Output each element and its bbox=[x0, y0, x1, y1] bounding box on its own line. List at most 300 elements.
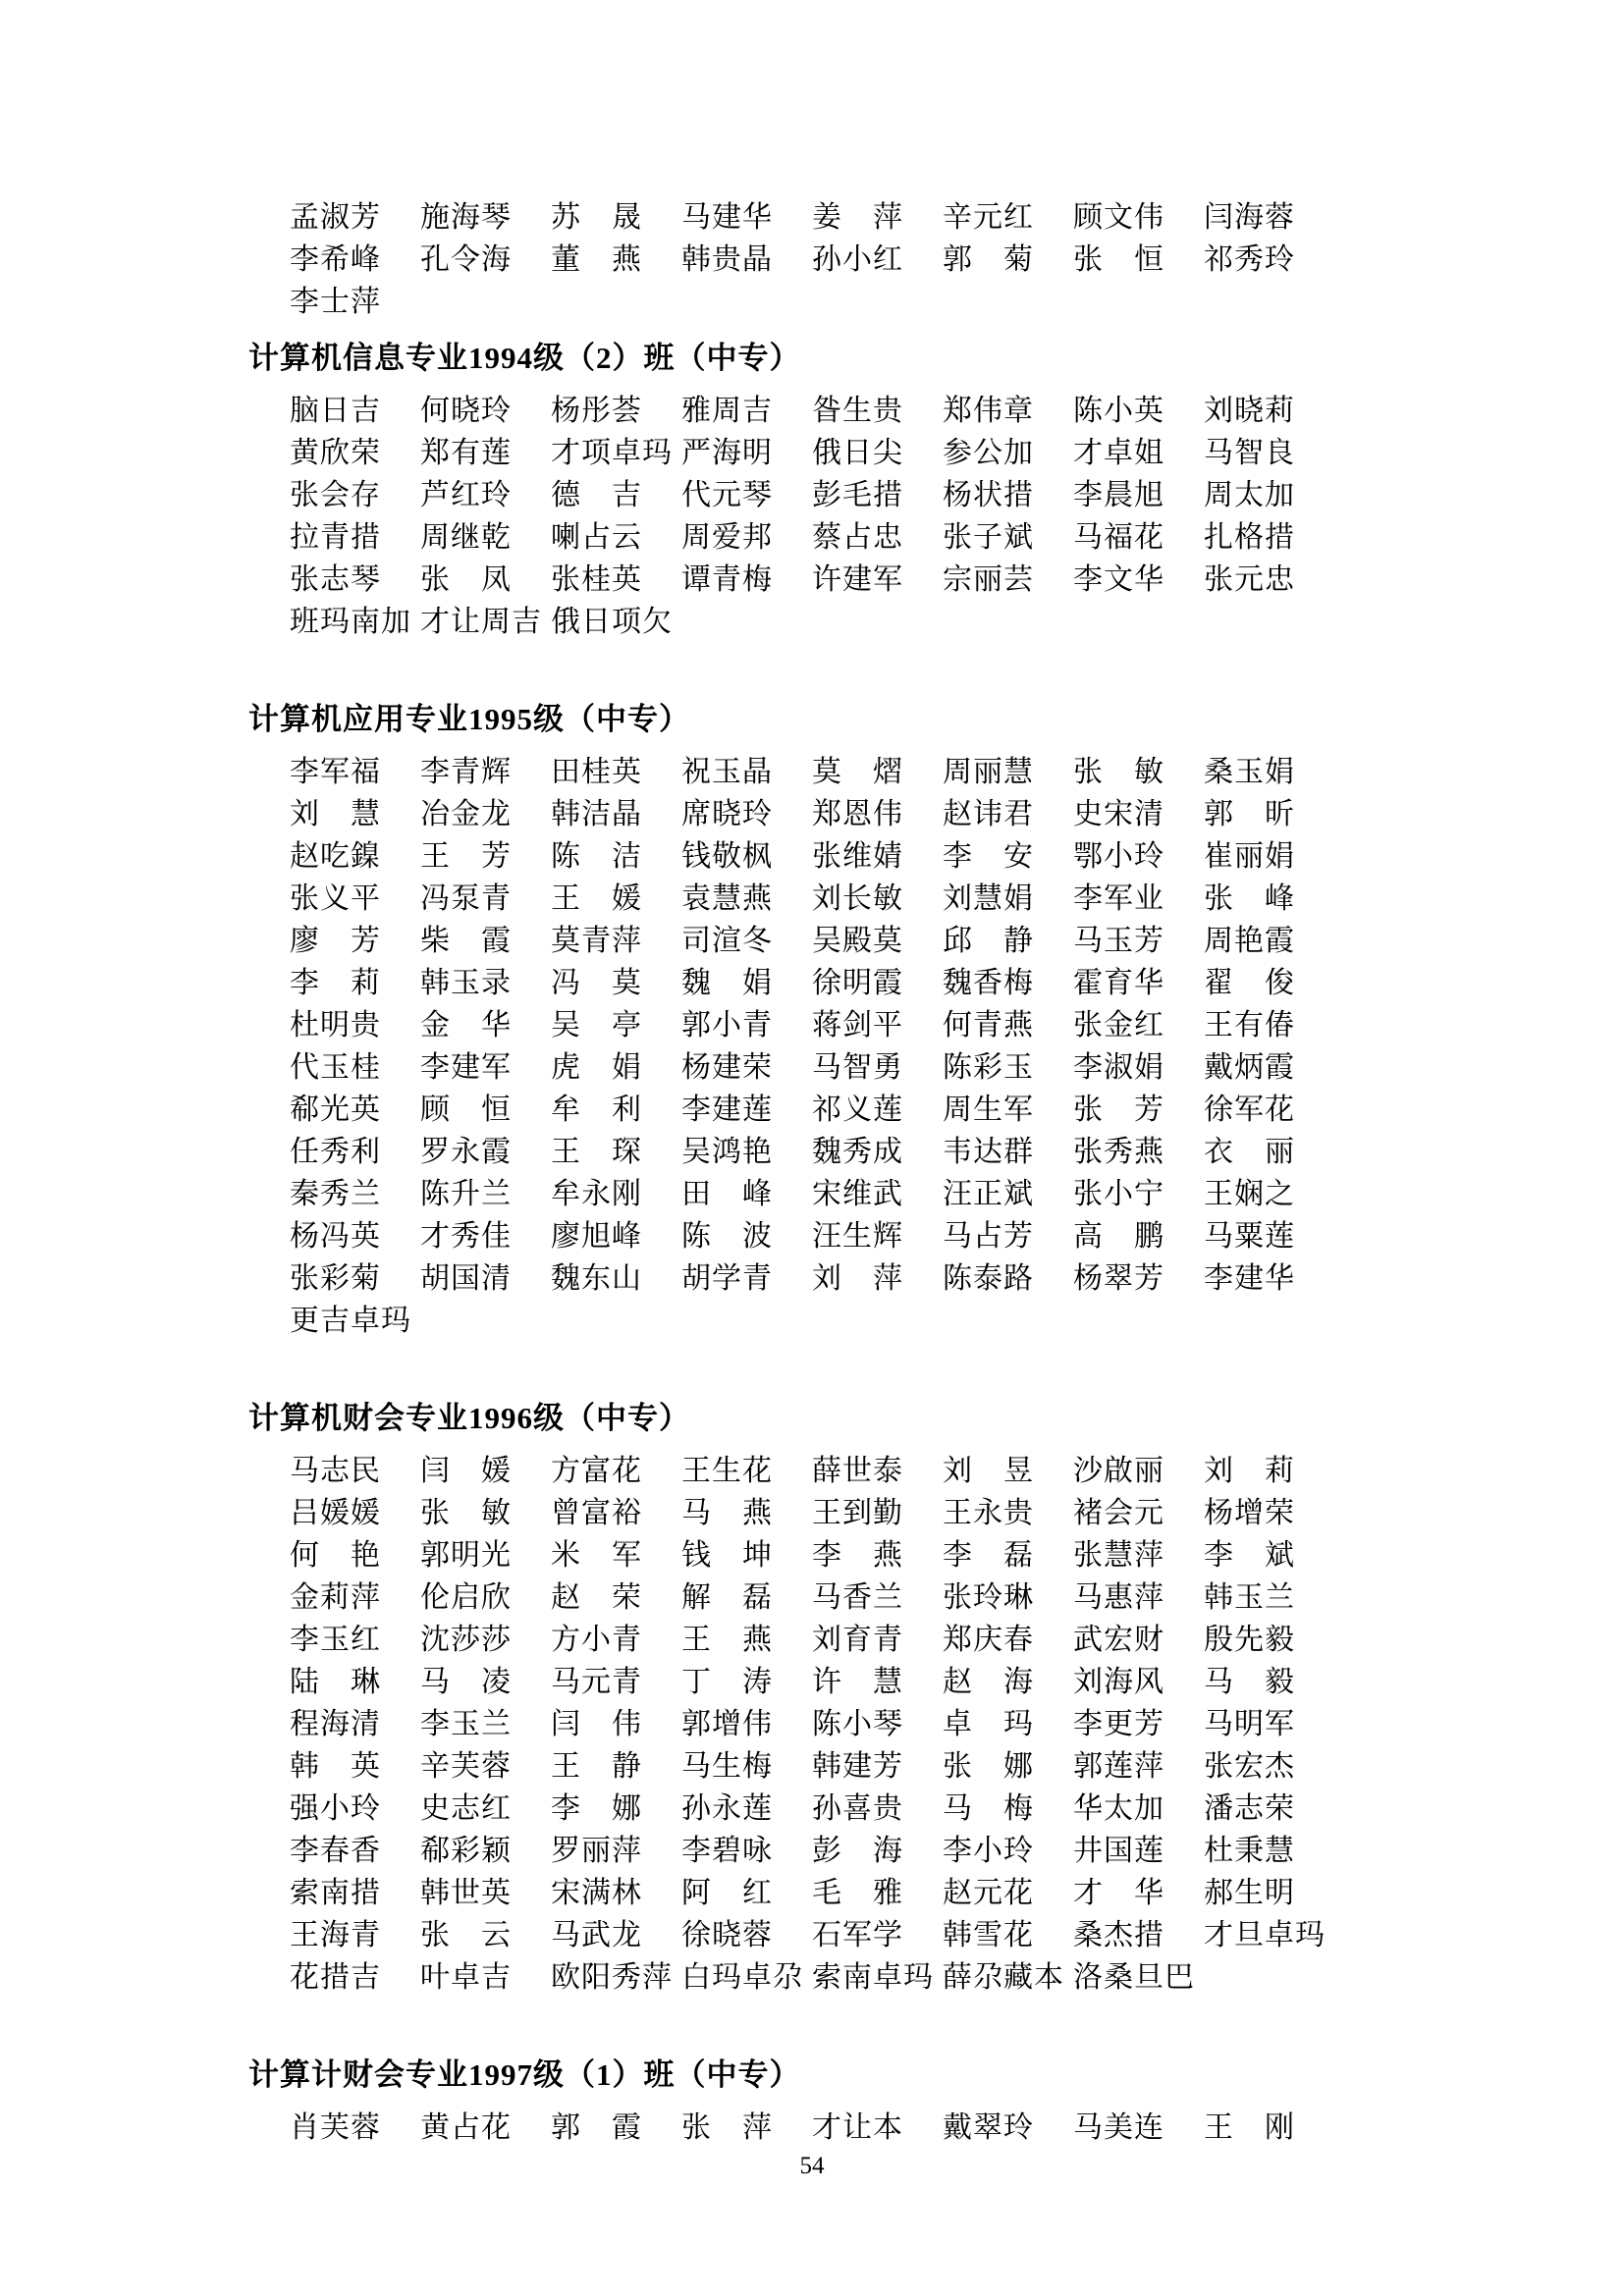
student-name: 衣 丽 bbox=[1204, 1136, 1295, 1168]
student-name: 郭增伟 bbox=[681, 1708, 773, 1740]
name-row bbox=[290, 1619, 1387, 1661]
student-name: 王 燕 bbox=[681, 1624, 773, 1656]
student-name: 曾富裕 bbox=[551, 1497, 642, 1529]
student-name: 孙小红 bbox=[812, 243, 903, 276]
name-row bbox=[290, 1450, 1387, 1492]
student-name: 吴鸿艳 bbox=[681, 1136, 773, 1168]
student-name: 褚会元 bbox=[1073, 1497, 1164, 1529]
student-name: 蔡占忠 bbox=[812, 521, 903, 554]
student-name: 李玉红 bbox=[290, 1624, 381, 1656]
student-name: 吕媛媛 bbox=[290, 1497, 381, 1529]
student-name: 扎格措 bbox=[1204, 521, 1295, 554]
student-name: 方小青 bbox=[551, 1624, 642, 1656]
student-name: 马 梅 bbox=[943, 1792, 1034, 1825]
student-name: 李军业 bbox=[1073, 882, 1164, 915]
student-name: 索南措 bbox=[290, 1877, 381, 1909]
student-name: 袁慧燕 bbox=[681, 882, 773, 915]
student-name: 刘 萍 bbox=[812, 1262, 903, 1295]
student-name: 韩雪花 bbox=[943, 1919, 1034, 1951]
student-name: 彭 海 bbox=[812, 1835, 903, 1867]
student-name: 韩 英 bbox=[290, 1750, 381, 1783]
student-name: 白玛卓尕 bbox=[681, 1961, 803, 1994]
student-name: 郗光英 bbox=[290, 1094, 381, 1126]
student-name: 王 静 bbox=[551, 1750, 642, 1783]
name-row bbox=[290, 1956, 1387, 1999]
student-name: 任秀利 bbox=[290, 1136, 381, 1168]
student-name: 李玉兰 bbox=[420, 1708, 512, 1740]
student-name: 沙啟丽 bbox=[1073, 1455, 1164, 1487]
student-name: 李 娜 bbox=[551, 1792, 642, 1825]
student-name: 史宋清 bbox=[1073, 798, 1164, 830]
student-name: 马元青 bbox=[551, 1666, 642, 1698]
student-name: 武宏财 bbox=[1073, 1624, 1164, 1656]
student-name: 沈莎莎 bbox=[420, 1624, 512, 1656]
student-name: 郭 昕 bbox=[1204, 798, 1295, 830]
student-name: 韩贵晶 bbox=[681, 243, 773, 276]
student-name: 刘海风 bbox=[1073, 1666, 1164, 1698]
student-name: 丁 涛 bbox=[681, 1666, 773, 1698]
student-name: 张 敏 bbox=[420, 1497, 512, 1529]
section-heading: 计算机信息专业1994级（2）班（中专） bbox=[248, 341, 801, 375]
student-name: 郗彩颖 bbox=[420, 1835, 512, 1867]
name-row bbox=[290, 1492, 1387, 1534]
student-name: 魏东山 bbox=[551, 1262, 642, 1295]
student-name: 韩洁晶 bbox=[551, 798, 642, 830]
student-name: 马生梅 bbox=[681, 1750, 773, 1783]
student-name: 赵讳君 bbox=[943, 798, 1034, 830]
student-name: 马志民 bbox=[290, 1455, 381, 1487]
student-name: 桑玉娟 bbox=[1204, 756, 1295, 788]
student-name: 马 毅 bbox=[1204, 1666, 1295, 1698]
name-row bbox=[290, 1745, 1387, 1788]
student-name: 孙喜贵 bbox=[812, 1792, 903, 1825]
student-name: 吴殿莫 bbox=[812, 925, 903, 957]
section-heading: 计算机应用专业1995级（中专） bbox=[248, 702, 690, 736]
student-name: 代玉桂 bbox=[290, 1051, 381, 1084]
student-name: 郝生明 bbox=[1204, 1877, 1295, 1909]
student-name: 郭 霞 bbox=[551, 2111, 642, 2144]
section-heading: 计算机财会专业1996级（中专） bbox=[248, 1401, 690, 1435]
student-name: 王有偆 bbox=[1204, 1009, 1295, 1041]
student-name: 李士萍 bbox=[290, 286, 381, 318]
name-row bbox=[290, 559, 1387, 601]
name-row bbox=[290, 1089, 1387, 1131]
student-name: 马玉芳 bbox=[1073, 925, 1164, 957]
student-name: 周太加 bbox=[1204, 479, 1295, 511]
student-name: 马惠萍 bbox=[1073, 1581, 1164, 1614]
student-name: 郭明光 bbox=[420, 1539, 512, 1572]
student-name: 郭莲萍 bbox=[1073, 1750, 1164, 1783]
student-name: 才秀佳 bbox=[420, 1220, 512, 1253]
student-name: 才 华 bbox=[1073, 1877, 1164, 1909]
student-name: 司渲冬 bbox=[681, 925, 773, 957]
student-name: 杨建荣 bbox=[681, 1051, 773, 1084]
student-name: 郭小青 bbox=[681, 1009, 773, 1041]
student-name: 肖芙蓉 bbox=[290, 2111, 381, 2144]
student-name: 钱敬枫 bbox=[681, 840, 773, 873]
student-name: 蒋剑平 bbox=[812, 1009, 903, 1041]
student-name: 张小宁 bbox=[1073, 1178, 1164, 1210]
student-name: 桑杰措 bbox=[1073, 1919, 1164, 1951]
student-name: 秦秀兰 bbox=[290, 1178, 381, 1210]
student-name: 鄂小玲 bbox=[1073, 840, 1164, 873]
student-name: 陈彩玉 bbox=[943, 1051, 1034, 1084]
student-name: 马粟莲 bbox=[1204, 1220, 1295, 1253]
student-name: 张 凤 bbox=[420, 563, 512, 596]
name-row bbox=[290, 196, 1387, 239]
student-name: 王 刚 bbox=[1204, 2111, 1295, 2144]
student-name: 张 峰 bbox=[1204, 882, 1295, 915]
student-name: 马智勇 bbox=[812, 1051, 903, 1084]
name-row bbox=[290, 281, 1387, 323]
name-row bbox=[290, 1703, 1387, 1745]
name-row bbox=[290, 1215, 1387, 1257]
student-name: 才旦卓玛 bbox=[1204, 1919, 1326, 1951]
student-name: 魏 娟 bbox=[681, 967, 773, 999]
student-name: 李碧咏 bbox=[681, 1835, 773, 1867]
student-name: 虎 娟 bbox=[551, 1051, 642, 1084]
name-row bbox=[290, 1830, 1387, 1872]
student-name: 赵元花 bbox=[943, 1877, 1034, 1909]
student-name: 顾 恒 bbox=[420, 1094, 512, 1126]
student-name: 李希峰 bbox=[290, 243, 381, 276]
name-row bbox=[290, 1576, 1387, 1619]
student-name: 张 敏 bbox=[1073, 756, 1164, 788]
student-name: 闫 媛 bbox=[420, 1455, 512, 1487]
student-name: 冯泵青 bbox=[420, 882, 512, 915]
student-name: 王海青 bbox=[290, 1919, 381, 1951]
student-name: 黄占花 bbox=[420, 2111, 512, 2144]
name-row bbox=[290, 835, 1387, 878]
student-name: 李建军 bbox=[420, 1051, 512, 1084]
student-name: 刘 莉 bbox=[1204, 1455, 1295, 1487]
student-name: 才让本 bbox=[812, 2111, 903, 2144]
student-name: 陈小英 bbox=[1073, 395, 1164, 427]
student-name: 宗丽芸 bbox=[943, 563, 1034, 596]
student-name: 黄欣荣 bbox=[290, 437, 381, 469]
student-name: 张子斌 bbox=[943, 521, 1034, 554]
student-name: 德 吉 bbox=[551, 479, 642, 511]
student-name: 俄日尖 bbox=[812, 437, 903, 469]
student-name: 金莉萍 bbox=[290, 1581, 381, 1614]
student-name: 周生军 bbox=[943, 1094, 1034, 1126]
student-name: 戴炳霞 bbox=[1204, 1051, 1295, 1084]
student-name: 马武龙 bbox=[551, 1919, 642, 1951]
student-name: 赵 海 bbox=[943, 1666, 1034, 1698]
student-name: 陈泰路 bbox=[943, 1262, 1034, 1295]
student-name: 李 燕 bbox=[812, 1539, 903, 1572]
student-name: 王 芳 bbox=[420, 840, 512, 873]
student-name: 马福花 bbox=[1073, 521, 1164, 554]
student-name: 马智良 bbox=[1204, 437, 1295, 469]
student-name: 周爱邦 bbox=[681, 521, 773, 554]
student-name: 薛世泰 bbox=[812, 1455, 903, 1487]
student-name: 孙永莲 bbox=[681, 1792, 773, 1825]
student-name: 祁义莲 bbox=[812, 1094, 903, 1126]
name-row bbox=[290, 1131, 1387, 1173]
student-name: 史志红 bbox=[420, 1792, 512, 1825]
name-row bbox=[290, 1257, 1387, 1300]
student-name: 徐晓蓉 bbox=[681, 1919, 773, 1951]
student-name: 施海琴 bbox=[420, 201, 512, 234]
student-name: 徐明霞 bbox=[812, 967, 903, 999]
student-name: 马占芳 bbox=[943, 1220, 1034, 1253]
student-name: 张金红 bbox=[1073, 1009, 1164, 1041]
name-row bbox=[290, 601, 1387, 643]
page-content bbox=[248, 196, 1387, 2149]
student-name: 王到勤 bbox=[812, 1497, 903, 1529]
student-name: 李军福 bbox=[290, 756, 381, 788]
student-name: 邱 静 bbox=[943, 925, 1034, 957]
student-name: 闫海蓉 bbox=[1204, 201, 1295, 234]
student-name: 刘长敏 bbox=[812, 882, 903, 915]
student-name: 田 峰 bbox=[681, 1178, 773, 1210]
student-name: 陈 波 bbox=[681, 1220, 773, 1253]
name-row bbox=[290, 1788, 1387, 1830]
student-name: 王 琛 bbox=[551, 1136, 642, 1168]
name-row bbox=[290, 1661, 1387, 1703]
student-name: 董 燕 bbox=[551, 243, 642, 276]
student-name: 张宏杰 bbox=[1204, 1750, 1295, 1783]
name-row bbox=[290, 793, 1387, 835]
name-row bbox=[290, 1300, 1387, 1342]
student-name: 刘 慧 bbox=[290, 798, 381, 830]
name-row bbox=[290, 1173, 1387, 1215]
student-name: 才项卓玛 bbox=[551, 437, 673, 469]
student-name: 祝玉晶 bbox=[681, 756, 773, 788]
student-name: 李淑娟 bbox=[1073, 1051, 1164, 1084]
student-name: 方富花 bbox=[551, 1455, 642, 1487]
student-name: 许 慧 bbox=[812, 1666, 903, 1698]
student-name: 周艳霞 bbox=[1204, 925, 1295, 957]
student-name: 杨彤荟 bbox=[551, 395, 642, 427]
student-name: 辛元红 bbox=[943, 201, 1034, 234]
student-name: 李小玲 bbox=[943, 1835, 1034, 1867]
student-name: 张 恒 bbox=[1073, 243, 1164, 276]
student-name: 代元琴 bbox=[681, 479, 773, 511]
student-name: 张志琴 bbox=[290, 563, 381, 596]
student-name: 马美连 bbox=[1073, 2111, 1164, 2144]
student-name: 更吉卓玛 bbox=[290, 1305, 411, 1337]
student-name: 张 芳 bbox=[1073, 1094, 1164, 1126]
student-name: 张玲琳 bbox=[943, 1581, 1034, 1614]
name-row bbox=[290, 2107, 1387, 2149]
student-name: 喇占云 bbox=[551, 521, 642, 554]
student-name: 刘育青 bbox=[812, 1624, 903, 1656]
student-name: 叶卓吉 bbox=[420, 1961, 512, 1994]
name-row bbox=[290, 1004, 1387, 1046]
student-name: 祁秀玲 bbox=[1204, 243, 1295, 276]
student-name: 莫青萍 bbox=[551, 925, 642, 957]
name-row bbox=[290, 239, 1387, 281]
student-name: 李青辉 bbox=[420, 756, 512, 788]
student-name: 牟 利 bbox=[551, 1094, 642, 1126]
student-name: 张义平 bbox=[290, 882, 381, 915]
student-name: 彭毛措 bbox=[812, 479, 903, 511]
student-name: 胡国清 bbox=[420, 1262, 512, 1295]
student-name: 汪正斌 bbox=[943, 1178, 1034, 1210]
student-name: 李 斌 bbox=[1204, 1539, 1295, 1572]
student-name: 井国莲 bbox=[1073, 1835, 1164, 1867]
student-name: 钱 坤 bbox=[681, 1539, 773, 1572]
student-name: 韩建芳 bbox=[812, 1750, 903, 1783]
student-name: 张 萍 bbox=[681, 2111, 773, 2144]
student-name: 姜 萍 bbox=[812, 201, 903, 234]
name-row bbox=[290, 920, 1387, 962]
student-name: 宋满林 bbox=[551, 1877, 642, 1909]
student-name: 郑庆春 bbox=[943, 1624, 1034, 1656]
name-row bbox=[290, 516, 1387, 559]
student-name: 毛 雅 bbox=[812, 1877, 903, 1909]
student-name: 王 媛 bbox=[551, 882, 642, 915]
student-name: 韩玉录 bbox=[420, 967, 512, 999]
student-name: 张秀燕 bbox=[1073, 1136, 1164, 1168]
student-name: 杨增荣 bbox=[1204, 1497, 1295, 1529]
student-name: 王永贵 bbox=[943, 1497, 1034, 1529]
student-name: 王生花 bbox=[681, 1455, 773, 1487]
student-name: 陈 洁 bbox=[551, 840, 642, 873]
student-name: 拉青措 bbox=[290, 521, 381, 554]
student-name: 何 艳 bbox=[290, 1539, 381, 1572]
student-name: 参公加 bbox=[943, 437, 1034, 469]
student-name: 魏香梅 bbox=[943, 967, 1034, 999]
student-name: 金 华 bbox=[420, 1009, 512, 1041]
student-name: 张元忠 bbox=[1204, 563, 1295, 596]
student-name: 闫 伟 bbox=[551, 1708, 642, 1740]
student-name: 何青燕 bbox=[943, 1009, 1034, 1041]
student-name: 赵 荣 bbox=[551, 1581, 642, 1614]
student-name: 班玛南加 bbox=[290, 606, 411, 638]
student-name: 罗永霞 bbox=[420, 1136, 512, 1168]
student-name: 石军学 bbox=[812, 1919, 903, 1951]
student-name: 张 娜 bbox=[943, 1750, 1034, 1783]
name-row bbox=[290, 474, 1387, 516]
student-name: 华太加 bbox=[1073, 1792, 1164, 1825]
student-name: 殷先毅 bbox=[1204, 1624, 1295, 1656]
student-name: 周继乾 bbox=[420, 521, 512, 554]
student-name: 脑日吉 bbox=[290, 395, 381, 427]
student-name: 王娴之 bbox=[1204, 1178, 1295, 1210]
student-name: 何晓玲 bbox=[420, 395, 512, 427]
student-name: 席晓玲 bbox=[681, 798, 773, 830]
student-name: 花措吉 bbox=[290, 1961, 381, 1994]
student-name: 雅周吉 bbox=[681, 395, 773, 427]
student-name: 许建军 bbox=[812, 563, 903, 596]
student-name: 苏 晟 bbox=[551, 201, 642, 234]
name-row bbox=[290, 1534, 1387, 1576]
student-name: 李 安 bbox=[943, 840, 1034, 873]
student-name: 李 莉 bbox=[290, 967, 381, 999]
student-name: 才让周吉 bbox=[420, 606, 542, 638]
student-name: 杜明贵 bbox=[290, 1009, 381, 1041]
name-row bbox=[290, 878, 1387, 920]
name-row bbox=[290, 1914, 1387, 1956]
student-name: 张慧萍 bbox=[1073, 1539, 1164, 1572]
student-name: 索南卓玛 bbox=[812, 1961, 934, 1994]
student-name: 徐军花 bbox=[1204, 1094, 1295, 1126]
student-name: 胡学青 bbox=[681, 1262, 773, 1295]
name-row bbox=[290, 432, 1387, 474]
student-name: 李 磊 bbox=[943, 1539, 1034, 1572]
student-name: 李晨旭 bbox=[1073, 479, 1164, 511]
student-name: 郑恩伟 bbox=[812, 798, 903, 830]
student-name: 李更芳 bbox=[1073, 1708, 1164, 1740]
student-name: 高 鹏 bbox=[1073, 1220, 1164, 1253]
student-name: 宋维武 bbox=[812, 1178, 903, 1210]
student-name: 顾文伟 bbox=[1073, 201, 1164, 234]
student-name: 孟淑芳 bbox=[290, 201, 381, 234]
student-name: 张彩菊 bbox=[290, 1262, 381, 1295]
student-name: 郑有莲 bbox=[420, 437, 512, 469]
student-name: 欧阳秀萍 bbox=[551, 1961, 673, 1994]
student-name: 芦红玲 bbox=[420, 479, 512, 511]
student-name: 陈小琴 bbox=[812, 1708, 903, 1740]
student-name: 强小玲 bbox=[290, 1792, 381, 1825]
student-name: 廖 芳 bbox=[290, 925, 381, 957]
student-name: 俄日项欠 bbox=[551, 606, 673, 638]
student-name: 莫 熠 bbox=[812, 756, 903, 788]
student-name: 霍育华 bbox=[1073, 967, 1164, 999]
name-row bbox=[290, 962, 1387, 1004]
student-name: 辛芙蓉 bbox=[420, 1750, 512, 1783]
student-name: 马明军 bbox=[1204, 1708, 1295, 1740]
student-name: 杜秉慧 bbox=[1204, 1835, 1295, 1867]
student-name: 刘慧娟 bbox=[943, 882, 1034, 915]
student-name: 周丽慧 bbox=[943, 756, 1034, 788]
student-name: 李建莲 bbox=[681, 1094, 773, 1126]
student-name: 阿 红 bbox=[681, 1877, 773, 1909]
name-row bbox=[290, 1046, 1387, 1089]
student-name: 韩世英 bbox=[420, 1877, 512, 1909]
student-name: 田桂英 bbox=[551, 756, 642, 788]
student-name: 刘晓莉 bbox=[1204, 395, 1295, 427]
student-name: 马建华 bbox=[681, 201, 773, 234]
student-name: 卓 玛 bbox=[943, 1708, 1034, 1740]
student-name: 赵吃鎳 bbox=[290, 840, 381, 873]
student-name: 李文华 bbox=[1073, 563, 1164, 596]
student-name: 解 磊 bbox=[681, 1581, 773, 1614]
student-name: 昝生贵 bbox=[812, 395, 903, 427]
student-name: 罗丽萍 bbox=[551, 1835, 642, 1867]
student-name: 韦达群 bbox=[943, 1136, 1034, 1168]
name-row bbox=[290, 1872, 1387, 1914]
student-name: 牟永刚 bbox=[551, 1178, 642, 1210]
student-name: 吴 亭 bbox=[551, 1009, 642, 1041]
student-name: 严海明 bbox=[681, 437, 773, 469]
student-name: 郭 菊 bbox=[943, 243, 1034, 276]
student-name: 廖旭峰 bbox=[551, 1220, 642, 1253]
student-name: 张 云 bbox=[420, 1919, 512, 1951]
student-name: 陈升兰 bbox=[420, 1178, 512, 1210]
name-row bbox=[290, 390, 1387, 432]
student-name: 崔丽娟 bbox=[1204, 840, 1295, 873]
student-name: 伦启欣 bbox=[420, 1581, 512, 1614]
student-name: 张维婧 bbox=[812, 840, 903, 873]
student-name: 薛尕藏本 bbox=[943, 1961, 1064, 1994]
student-name: 张桂英 bbox=[551, 563, 642, 596]
student-name: 马 燕 bbox=[681, 1497, 773, 1529]
student-name: 马香兰 bbox=[812, 1581, 903, 1614]
student-name: 汪生辉 bbox=[812, 1220, 903, 1253]
student-name: 韩玉兰 bbox=[1204, 1581, 1295, 1614]
student-name: 杨状措 bbox=[943, 479, 1034, 511]
student-name: 刘 昱 bbox=[943, 1455, 1034, 1487]
section-heading: 计算计财会专业1997级（1）班（中专） bbox=[248, 2057, 801, 2092]
student-name: 郑伟章 bbox=[943, 395, 1034, 427]
student-name: 洛桑旦巴 bbox=[1073, 1961, 1195, 1994]
student-name: 翟 俊 bbox=[1204, 967, 1295, 999]
name-row bbox=[290, 751, 1387, 793]
